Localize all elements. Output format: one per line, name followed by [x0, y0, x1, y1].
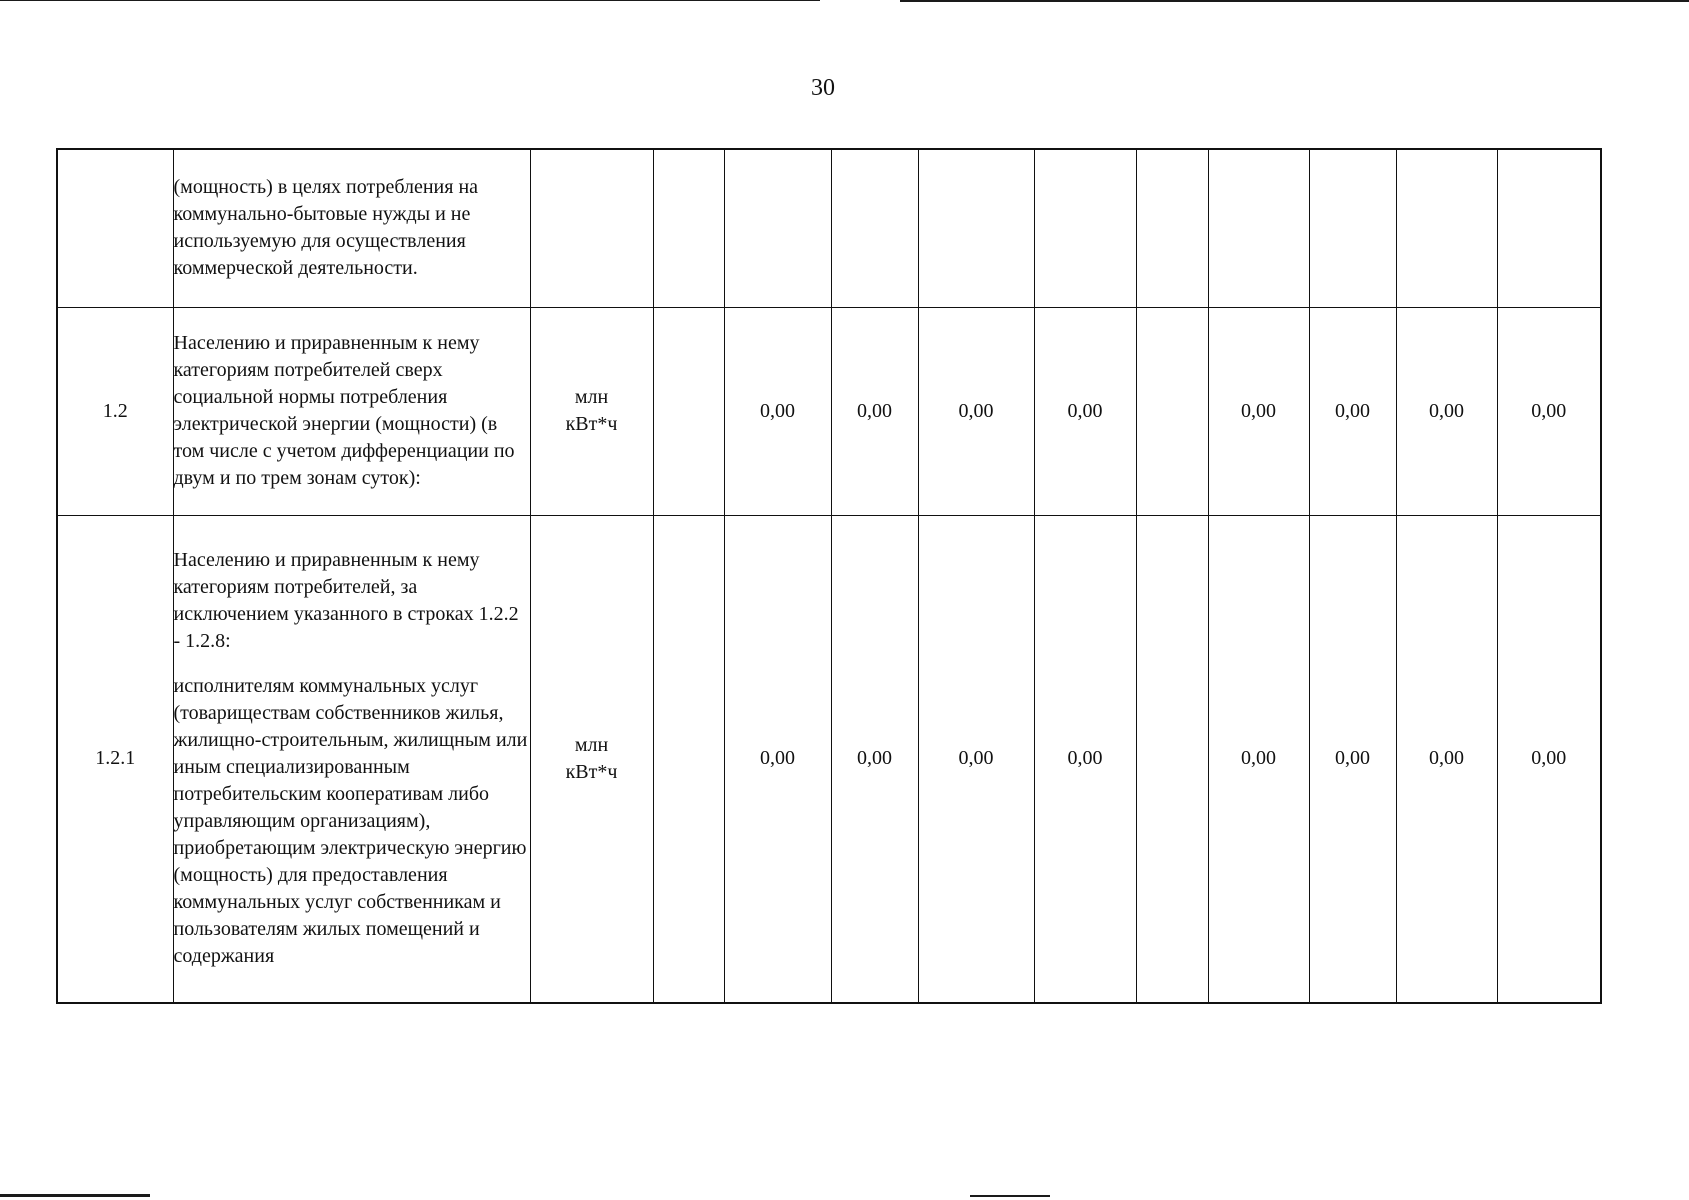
- value-cell: 0,00: [1396, 515, 1497, 1003]
- row-unit: [530, 307, 653, 515]
- row-description: [173, 149, 530, 307]
- value-cell: [1034, 149, 1136, 307]
- scan-edge-top-right: [900, 0, 1689, 2]
- value-cell: 0,00: [1497, 307, 1601, 515]
- value-cell: [1136, 307, 1208, 515]
- value-cell: 0,00: [1208, 515, 1309, 1003]
- value-cell: 0,00: [831, 515, 918, 1003]
- tariff-table: [56, 148, 1602, 1004]
- value-cell: 0,00: [831, 307, 918, 515]
- scan-edge-bottom-mid: [970, 1195, 1050, 1197]
- row-number: 1.2: [57, 307, 173, 515]
- value-cell: [724, 149, 831, 307]
- value-cell: [653, 515, 724, 1003]
- unit-text: млн кВт*ч: [565, 386, 618, 435]
- row-description: [173, 515, 530, 1003]
- value-cell: [653, 307, 724, 515]
- description-paragraph: (мощность) в целях потребления на коммунально-бытовые нужды и не используемую для осуществления коммерческой деятельности.: [173, 176, 479, 280]
- value-cell: [1208, 149, 1309, 307]
- row-unit: [530, 515, 653, 1003]
- value-cell: [653, 149, 724, 307]
- value-cell: [1136, 515, 1208, 1003]
- description-paragraph: исполнителям коммунальных услуг (товариществам собственников жилья, жилищно-строительным, жилищным или иным специализированным потребительским кооперативам либо управляющим организациям), приобретающим электрическую энергию (мощность) для предоставления коммунальных услуг собственникам и пользователям жилых помещений и содержания: [173, 675, 528, 968]
- table-row: [57, 515, 1601, 1003]
- value-cell: 0,00: [918, 307, 1034, 515]
- page-number: 30: [811, 75, 835, 101]
- value-cell: [1309, 149, 1396, 307]
- value-cell: 0,00: [1396, 307, 1497, 515]
- unit-text: млн кВт*ч: [565, 733, 618, 783]
- value-cell: 0,00: [1208, 307, 1309, 515]
- value-cell: [1136, 149, 1208, 307]
- description-paragraph: Населению и приравненным к нему категориям потребителей сверх социальной нормы потребления электрической энергии (мощности) (в том числе с учетом дифференциации по двум и по трем зонам суток):: [173, 332, 515, 489]
- row-number: 1.2.1: [57, 515, 173, 1003]
- value-cell: 0,00: [1034, 307, 1136, 515]
- value-cell: [1396, 149, 1497, 307]
- value-cell: 0,00: [918, 515, 1034, 1003]
- value-cell: 0,00: [1309, 307, 1396, 515]
- value-cell: [831, 149, 918, 307]
- value-cell: [1497, 149, 1601, 307]
- row-description: [173, 307, 530, 515]
- row-unit: [530, 149, 653, 307]
- scan-edge-bottom-left: [0, 1194, 150, 1197]
- value-cell: 0,00: [1309, 515, 1396, 1003]
- table-row: [57, 149, 1601, 307]
- description-paragraph: Населению и приравненным к нему категориям потребителей, за исключением указанного в строках 1.2.2 - 1.2.8:: [173, 549, 519, 653]
- value-cell: 0,00: [1497, 515, 1601, 1003]
- value-cell: 0,00: [1034, 515, 1136, 1003]
- table-row: [57, 307, 1601, 515]
- row-number: [57, 149, 173, 307]
- value-cell: 0,00: [724, 515, 831, 1003]
- value-cell: 0,00: [724, 307, 831, 515]
- scan-edge-top-left: [0, 0, 820, 1]
- value-cell: [918, 149, 1034, 307]
